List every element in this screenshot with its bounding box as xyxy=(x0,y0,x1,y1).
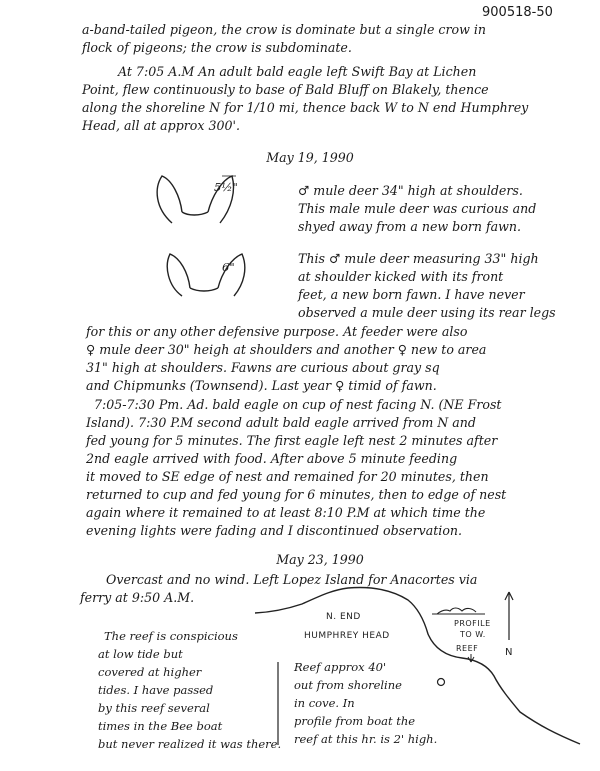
text-line: Reef approx 40' xyxy=(294,660,387,674)
text-line: shyed away from a new born fawn. xyxy=(298,219,522,234)
text-line: out from shoreline xyxy=(294,678,402,692)
ear-measurement-2: 6" xyxy=(222,260,235,274)
map-label-reef: REEF xyxy=(456,644,479,653)
text-line: a-band-tailed pigeon, the crow is dominate but a single crow in xyxy=(82,22,486,37)
text-line: and Chipmunks (Townsend). Last year ♀ timid of fawn. xyxy=(86,378,437,393)
text-line: flock of pigeons; the crow is subdominate. xyxy=(82,40,352,55)
text-line: along the shoreline N for 1/10 mi, thence back W to N end Humphrey xyxy=(82,100,529,115)
text-line: by this reef several xyxy=(98,701,210,715)
final-line-1: Overcast and no wind. Left Lopez Island for Anacortes via xyxy=(106,572,478,587)
text-line: This male mule deer was curious and xyxy=(298,201,537,216)
document-id: 900518-50 xyxy=(482,5,553,20)
text-line: but never realized it was there. xyxy=(98,737,282,751)
text-line: 31" high at shoulders. Fawns are curious about gray sq xyxy=(86,360,440,375)
north-arrow-label: N xyxy=(505,647,513,658)
text-line: tides. I have passed xyxy=(98,683,214,697)
text-line: reef at this hr. is 2' high. xyxy=(294,732,438,746)
map-label-to-w: TO W. xyxy=(460,630,486,639)
text-line: feet, a new born fawn. I have never xyxy=(298,287,525,302)
text-line: Point, flew continuously to base of Bald Bluff on Blakely, thence xyxy=(82,82,489,97)
text-line: ♂ mule deer 34" high at shoulders. xyxy=(298,183,523,198)
map-label-humphrey-head: HUMPHREY HEAD xyxy=(304,631,390,641)
text-line: in cove. In xyxy=(294,696,355,710)
text-line: returned to cup and fed young for 6 minutes, then to edge of nest xyxy=(86,487,507,502)
text-line: This ♂ mule deer measuring 33" high xyxy=(298,251,539,266)
text-line: 7:05-7:30 Pm. Ad. bald eagle on cup of nest facing N. (NE Frost xyxy=(94,397,502,412)
date-may-19: May 19, 1990 xyxy=(266,150,354,165)
text-line: covered at higher xyxy=(98,665,202,679)
text-line: times in the Bee boat xyxy=(98,719,223,733)
text-line: observed a mule deer using its rear legs xyxy=(298,305,556,320)
text-line: at shoulder kicked with its front xyxy=(298,269,504,284)
map-label-n-end: N. END xyxy=(326,612,361,622)
text-line: Head, all at approx 300'. xyxy=(82,118,240,133)
text-line: 2nd eagle arrived with food. After above 5 minute feeding xyxy=(86,451,458,466)
text-line: again where it remained to at least 8:10 P.M at which time the xyxy=(86,505,486,520)
text-line: At 7:05 A.M An adult bald eagle left Swift Bay at Lichen xyxy=(118,64,477,79)
date-may-23: May 23, 1990 xyxy=(276,552,364,567)
map-label-profile: PROFILE xyxy=(454,619,491,628)
text-line: at low tide but xyxy=(98,647,183,661)
text-line: evening lights were fading and I discontinued observation. xyxy=(86,523,463,538)
text-line: fed young for 5 minutes. The first eagle left nest 2 minutes after xyxy=(86,433,498,448)
ear-measurement-1: 5½" xyxy=(214,180,238,194)
text-line: ♀ mule deer 30" heigh at shoulders and another ♀ new to area xyxy=(86,342,487,357)
text-line: for this or any other defensive purpose. At feeder were also xyxy=(86,324,468,339)
text-line: Island). 7:30 P.M second adult bald eagle arrived from N and xyxy=(86,415,476,430)
text-line: profile from boat the xyxy=(294,714,416,728)
final-line-2: ferry at 9:50 A.M. xyxy=(80,590,195,605)
text-line: The reef is conspicious xyxy=(104,629,238,643)
text-line: it moved to SE edge of nest and remained for 20 minutes, then xyxy=(86,469,489,484)
